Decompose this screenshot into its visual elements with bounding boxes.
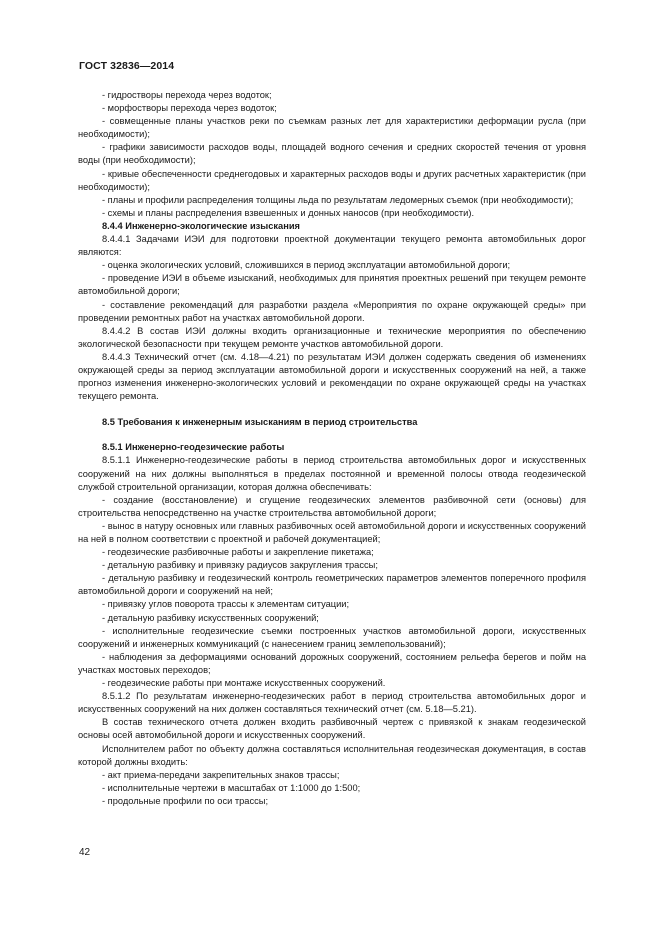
paragraph: 8.4.4.2 В состав ИЭИ должны входить организационные и технические мероприятия по обеспечению экологической безопасности при текущем ремонте участков автомобильной дороги. <box>78 325 586 349</box>
section-heading: 8.5 Требования к инженерным изысканиям в период строительства <box>102 417 418 428</box>
list-item: - планы и профили распределения толщины льда по результатам ледомерных съемок (при необходимости); <box>102 194 574 205</box>
list-item: - наблюдения за деформациями оснований дорожных сооружений, состоянием рельефа берегов и пойм на участках мостовых переходов; <box>78 651 586 675</box>
paragraph: Исполнителем работ по объекту должна составляться исполнительная геодезическая документация, в состав которой должны входить: <box>78 743 586 767</box>
section-heading: 8.5.1 Инженерно-геодезические работы <box>102 442 285 453</box>
list-item: - исполнительные геодезические съемки построенных участков автомобильной дороги, искусственных сооружений и инженерных коммуникаций (с нанесением границ землепользований); <box>78 625 586 649</box>
list-item: - геодезические работы при монтаже искусственных сооружений. <box>102 678 386 689</box>
paragraph: 8.4.4.1 Задачами ИЭИ для подготовки проектной документации текущего ремонта автомобильных дорог являются: <box>78 234 586 258</box>
page-body <box>78 89 586 808</box>
list-item: - гидростворы перехода через водоток; <box>102 90 272 100</box>
document-header: ГОСТ 32836—2014 <box>79 60 175 72</box>
list-item: - совмещенные планы участков реки по съемкам разных лет для характеристики деформации русла (при необходимости); <box>78 116 586 140</box>
list-item: - акт приема-передачи закрепительных знаков трассы; <box>102 769 340 780</box>
list-item: - детальную разбивку и привязку радиусов закругления трассы; <box>102 560 378 571</box>
list-item: - морфостворы перехода через водоток; <box>102 103 277 114</box>
list-item: - детальную разбивку и геодезический контроль геометрических параметров элементов поперечного профиля автомобильной дороги и сооружений на ней; <box>78 573 586 597</box>
section-heading: 8.4.4 Инженерно-экологические изыскания <box>102 220 300 231</box>
list-item: - составление рекомендаций для разработки раздела «Мероприятия по охране окружающей среды» при проведении ремонтных работ на участках автомобильной дороги. <box>78 299 586 323</box>
list-item: - привязку углов поворота трассы к элементам ситуации; <box>102 599 350 610</box>
list-item: - графики зависимости расходов воды, площадей водного сечения и средних скоростей течения от уровня воды (при необходимости); <box>78 142 586 166</box>
list-item: - оценка экологических условий, сложившихся в период эксплуатации автомобильной дороги; <box>102 260 511 271</box>
paragraph: 8.5.1.2 По результатам инженерно-геодезических работ в период строительства автомобильных дорог и искусственных сооружений на них должен составляться технический отчет (см. 5.18—5.21). <box>78 691 586 715</box>
list-item: - детальную разбивку искусственных сооружений; <box>102 612 319 623</box>
list-item: - исполнительные чертежи в масштабах от 1:1000 до 1:500; <box>102 782 361 793</box>
list-item: - создание (восстановление) и сгущение геодезических элементов разбивочной сети (основы) для строительства непосредственно на участке строительства автомобильной дороги; <box>78 494 586 518</box>
list-item: - вынос в натуру основных или главных разбивочных осей автомобильной дороги и искусственных сооружений на ней в полном соответствии с проектной и рабочей документацией; <box>78 520 586 544</box>
list-item: - геодезические разбивочные работы и закрепление пикетажа; <box>102 547 374 558</box>
page-number: 42 <box>79 847 91 858</box>
paragraph: 8.5.1.1 Инженерно-геодезические работы в период строительства автомобильных дорог и искусственных сооружений на них должны выполняться в пределах постоянной и временной полосы отвода геодезической службой строительной организации, которая должна обеспечивать: <box>78 455 586 492</box>
list-item: - кривые обеспеченности среднегодовых и характерных расходов воды и других расчетных характеристик (при необходимости); <box>78 168 586 192</box>
paragraph: 8.4.4.3 Технический отчет (см. 4.18—4.21) по результатам ИЭИ должен содержать сведения об изменениях окружающей среды за период эксплуатации автомобильной дороги и искусственных сооружений на ней, а также прогноз изменения инженерно-экологических условий и рекомендации по охране окружающей среды на участках текущего ремонта. <box>78 351 586 402</box>
list-item: - продольные профили по оси трассы; <box>102 795 269 806</box>
list-item: - схемы и планы распределения взвешенных и донных наносов (при необходимости). <box>102 207 475 218</box>
paragraph: В состав технического отчета должен входить разбивочный чертеж с привязкой к знакам геодезической основы осей автомобильной дороги и искусственных сооружений. <box>78 717 586 741</box>
list-item: - проведение ИЭИ в объеме изысканий, необходимых для принятия проектных решений при текущем ремонте автомобильной дороги; <box>78 273 586 297</box>
